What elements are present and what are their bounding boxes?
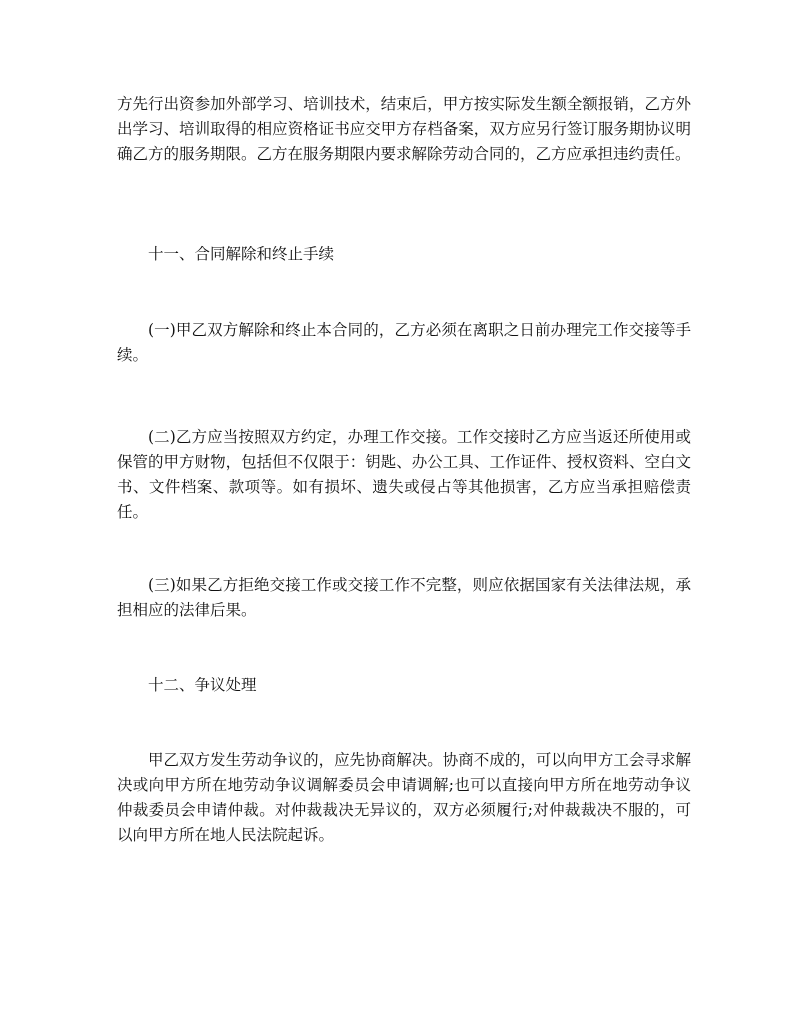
section-12-body: 甲乙双方发生劳动争议的，应先协商解决。协商不成的，可以向甲方工会寻求解决或向甲方所在地劳动争议调解委员会申请调解;也可以直接向甲方所在地劳动争议仲裁委员会申请仲裁。对仲裁裁决无异议的，双方必须履行;对仲裁裁决不服的，可以向甲方所在地人民法院起诉。 — [117, 751, 691, 844]
section-11-item-3: (三)如果乙方拒绝交接工作或交接工作不完整，则应依据国家有关法律法规，承担相应的法律后果。 — [117, 576, 691, 619]
section-11-heading: 十一、合同解除和终止手续 — [148, 245, 335, 263]
section-12-heading: 十二、争议处理 — [148, 676, 257, 694]
section-11-item-2: (二)乙方应当按照双方约定，办理工作交接。工作交接时乙方应当返还所使用或保管的甲方财物，包括但不仅限于：钥匙、办公工具、工作证件、授权资料、空白文书、文件档案、款项等。如有损坏、遗失或侵占等其他损害，乙方应当承担赔偿责任。 — [117, 428, 691, 521]
paragraph-continued: 方先行出资参加外部学习、培训技术，结束后，甲方按实际发生额全额报销，乙方外出学习、培训取得的相应资格证书应交甲方存档备案，双方应另行签订服务期协议明确乙方的服务期限。乙方在服务期限内要求解除劳动合同的，乙方应承担违约责任。 — [117, 95, 691, 163]
section-11-item-1: (一)甲乙双方解除和终止本合同的，乙方必须在离职之日前办理完工作交接等手续。 — [117, 321, 691, 364]
